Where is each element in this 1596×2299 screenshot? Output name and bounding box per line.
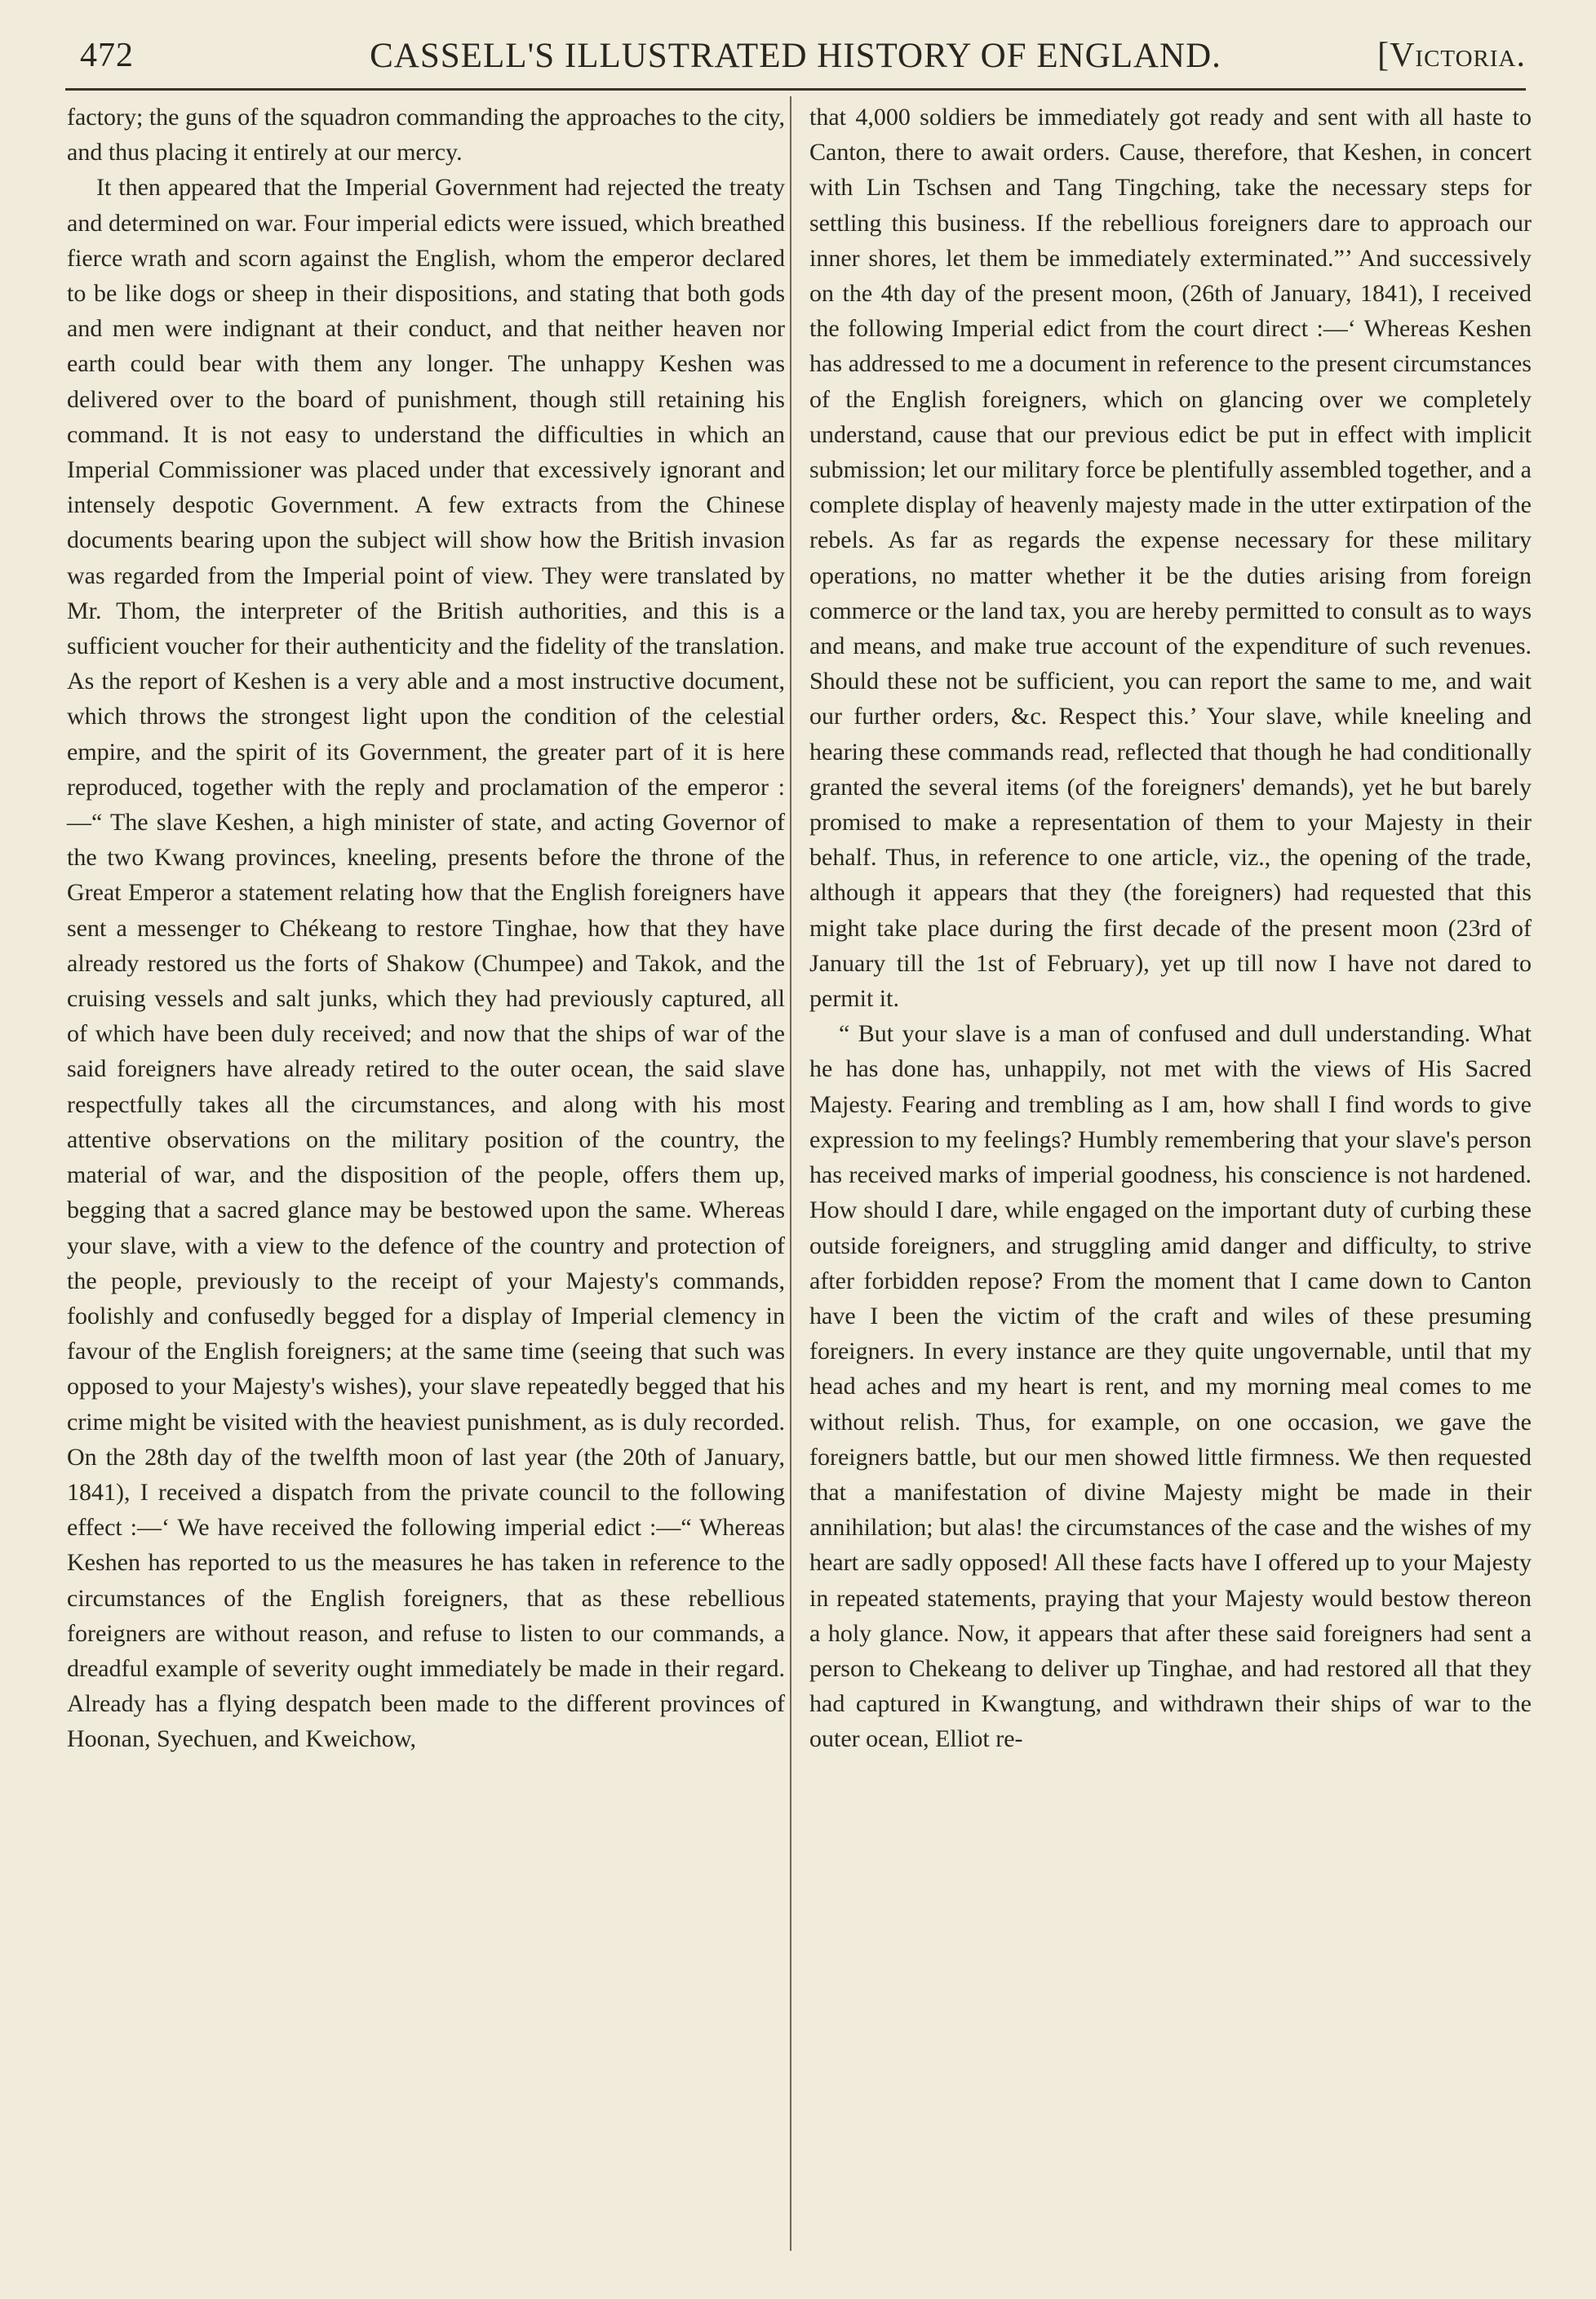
right-paragraph-1: that 4,000 soldiers be immediately got ready and sent with all haste to Canton, there to await orders. Cause, therefore, that Keshen, in concert with Lin Tschsen and Tang Tingching, take the necessary steps for settling this business. If the rebellious foreigners dare to approach our inner shores, let them be immediately exterminated.”’ And successively on the 4th day of the present moon, (26th of January, 1841), I received the following Imperial edict from the court direct :—‘ Whereas Keshen has addressed to me a document in reference to the present circumstances of the English foreigners, which on glancing over we completely understand, cause that our previous edict be put in effect with implicit submission; let our military force be plentifully assembled together, and a complete display of heavenly majesty made in the utter extirpation of the rebels. As far as regards the expense necessary for these military operations, no matter whether it be the duties arising from foreign commerce or the land tax, you are hereby permitted to consult as to ways and means, and make true account of the expenditure of such revenues. Should these not be sufficient, you can report the same to me, and wait our further orders, &c. Respect this.’ Your slave, while kneeling and hearing these commands read, reflected that though he had conditionally granted the several items (of the foreigners' demands), yet he but barely promised to make a representation of them to your Majesty in their behalf. Thus, in reference to one article, viz., the opening of the trade, although it appears that they (the foreigners) had requested that this might take place during the first decade of the present moon (23rd of January till the 1st of February), yet up till now I have not dared to permit it. bbox=[809, 104, 1532, 1013]
running-title: CASSELL'S ILLUSTRATED HISTORY OF ENGLAND. bbox=[370, 37, 1221, 75]
header-rule bbox=[65, 88, 1526, 91]
running-header bbox=[65, 31, 1526, 80]
reign-label: [Victoria. bbox=[1377, 37, 1526, 74]
column-divider bbox=[790, 96, 791, 2251]
left-paragraph-2: It then appeared that the Imperial Government had rejected the treaty and determined on war. Four imperial edicts were issued, which breathed fierce wrath and scorn against the English, whom the emperor declared to be like dogs or sheep in their dispositions, and stating that both gods and men were indignant at their conduct, and that neither heaven nor earth could bear with them any longer. The unhappy Keshen was delivered over to the board of punishment, though still retaining his command. It is not easy to understand the difficulties in which an Imperial Commissioner was placed under that excessively ignorant and intensely despotic Government. A few extracts from the Chinese documents bearing upon the subject will show how the British invasion was regarded from the Imperial point of view. They were translated by Mr. Thom, the interpreter of the British authorities, and this is a sufficient voucher for their authenticity and the fidelity of the translation. As the report of Keshen is a very able and a most instructive document, which throws the strongest light upon the condition of the celestial empire, and the spirit of its Government, the greater part of it is here reproduced, together with the reply and proclamation of the emperor :—“ The slave Keshen, a high minister of state, and acting Governor of the two Kwang provinces, kneeling, presents before the throne of the Great Emperor a statement relating how that the English foreigners have sent a messenger to Chékeang to restore Tinghae, how that they have already restored us the forts of Shakow (Chumpee) and Takok, and the cruising vessels and salt junks, which they had previously captured, all of which have been duly received; and now that the ships of war of the said foreigners have already retired to the outer ocean, the said slave respectfully takes all the circumstances, and along with his most attentive observations on the military position of the country, the material of war, and the disposition of the people, offers them up, begging that a sacred glance may be bestowed upon the same. Whereas your slave, with a view to the defence of the country and protection of the people, previously to the receipt of your Majesty's commands, foolishly and confusedly begged for a display of Imperial clemency in favour of the English foreigners; at the same time (seeing that such was opposed to your Majesty's wishes), your slave repeatedly begged that his crime might be visited with the heaviest punishment, as is duly recorded. On the 28th day of the twelfth moon of last year (the 20th of January, 1841), I received a dispatch from the private council to the following effect :—‘ We have received the following imperial edict :—“ Whereas Keshen has reported to us the measures he has taken in reference to the circumstances of the English foreigners, that as these rebellious foreigners are without reason, and refuse to listen to our commands, a dreadful example of severity ought immediately be made in their regard. Already has a flying despatch been made to the different provinces of Hoonan, Syechuen, and Kweichow, bbox=[67, 174, 785, 1753]
left-paragraph-1: factory; the guns of the squadron commanding the approaches to the city, and thus placing it entirely at our mercy. bbox=[67, 104, 785, 166]
right-paragraph-2: “ But your slave is a man of confused and dull understanding. What he has done has, unhappily, not met with the views of His Sacred Majesty. Fearing and trembling as I am, how shall I find words to give expression to my feelings? Humbly remembering that your slave's person has received marks of imperial goodness, his conscience is not hardened. How should I dare, while engaged on the important duty of curbing these outside foreigners, and struggling amid danger and difficulty, to strive after forbidden repose? From the moment that I came down to Canton have I been the victim of the craft and wiles of these presuming foreigners. In every instance are they quite ungovernable, until that my head aches and my heart is rent, and my morning meal comes to me without relish. Thus, for example, on one occasion, we gave the foreigners battle, but our men showed little firmness. We then requested that a manifestation of divine Majesty might be made in their annihilation; but alas! the circumstances of the case and the wishes of my heart are sadly opposed! All these facts have I offered up to your Majesty in repeated statements, praying that your Majesty would bestow thereon a holy glance. Now, it appears that after these said foreigners had sent a person to Chekeang to deliver up Tinghae, and had restored all that they had captured in Kwangtung, and withdrawn their ships of war to the outer ocean, Elliot re- bbox=[809, 1020, 1532, 1753]
left-column bbox=[67, 100, 785, 1757]
page-number: 472 bbox=[80, 37, 134, 74]
right-column bbox=[809, 100, 1532, 1757]
